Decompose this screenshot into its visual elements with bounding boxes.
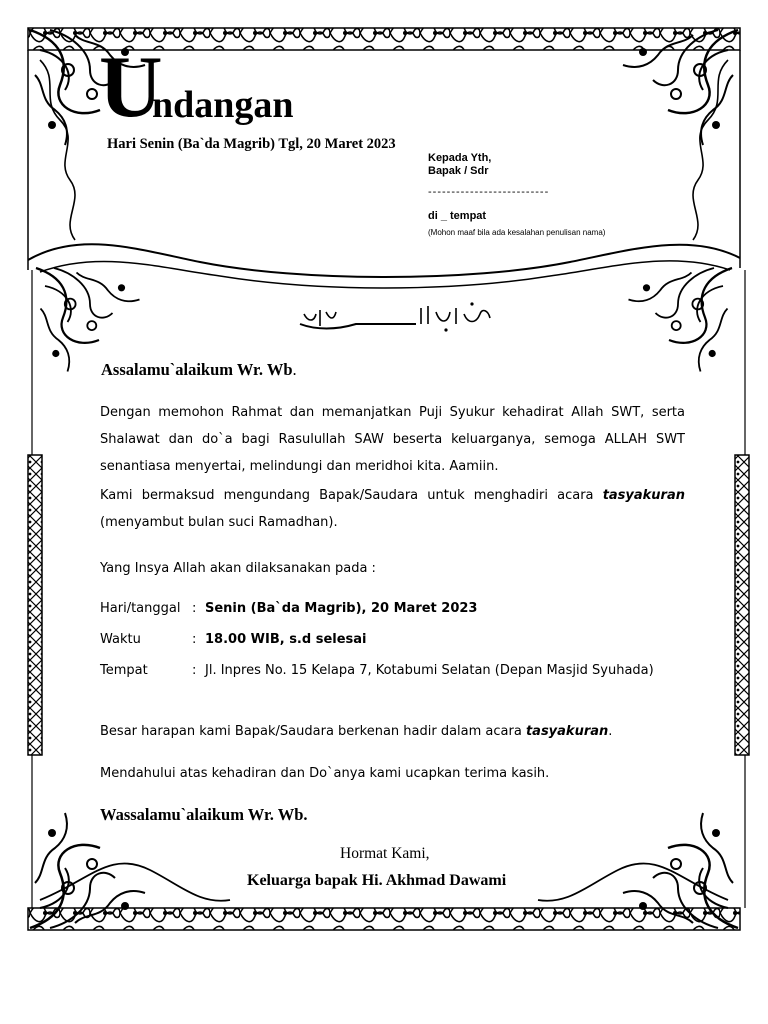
detail-colon: : (192, 632, 197, 647)
closing-family-name: Keluarga bapak Hi. Akhmad Dawami (247, 872, 507, 889)
address-line-kepada: Kepada Yth, (428, 152, 492, 164)
paragraph-hope-a: Besar harapan kami Bapak/Saudara berkenan hadir dalam acara (100, 724, 526, 739)
salam-opening-text: Assalamu`alaikum Wr. Wb (101, 360, 293, 379)
title-text: ndangan (152, 84, 294, 126)
address-line-bapak: Bapak / Sdr (428, 165, 489, 177)
salam-opening (101, 360, 297, 380)
paragraph-invitation-a: Kami bermaksud mengundang Bapak/Saudara untuk menghadiri acara (100, 488, 603, 503)
address-name-blank: -------------------------- (428, 186, 550, 198)
address-line-tempat: di _ tempat (428, 210, 487, 222)
detail-value: Senin (Ba`da Magrib), 20 Maret 2023 (205, 601, 478, 616)
paragraph-schedule-intro: Yang Insya Allah akan dilaksanakan pada : (100, 561, 376, 576)
detail-label: Waktu (100, 632, 141, 647)
paragraph-invitation (100, 482, 685, 536)
detail-label: Tempat (100, 663, 148, 678)
detail-colon: : (192, 663, 197, 678)
address-apology-note: (Mohon maaf bila ada kesalahan penulisan nama) (428, 228, 606, 237)
paragraph-intro: Dengan memohon Rahmat dan memanjatkan Puji Syukur kehadirat Allah SWT, serta Shalawat dan do`a bagi Rasulullah SAW beserta keluarganya, semoga ALLAH SWT senantiasa menyertai, melindungi dan meridhoi kita. Aamiin. (100, 405, 685, 474)
paragraph-invitation-b: (menyambut bulan suci Ramadhan). (100, 515, 338, 530)
salam-opening-dot: . (292, 360, 297, 379)
paragraph-hope-emphasis: tasyakuran (525, 724, 609, 739)
salam-closing: Wassalamu`alaikum Wr. Wb. (100, 805, 308, 824)
detail-colon: : (192, 601, 197, 616)
paragraph-invitation-emphasis: tasyakuran (602, 488, 685, 503)
closing-hormat: Hormat Kami, (340, 845, 430, 862)
paragraph-hope (100, 718, 685, 745)
detail-label: Hari/tanggal (100, 601, 181, 616)
detail-value: Jl. Inpres No. 15 Kelapa 7, Kotabumi Selatan (Depan Masjid Syuhada) (205, 663, 654, 678)
bismillah-calligraphy-icon (296, 300, 496, 336)
title-initial: U (99, 39, 163, 136)
detail-value: 18.00 WIB, s.d selesai (205, 632, 367, 647)
header-date-line: Hari Senin (Ba`da Magrib) Tgl, 20 Maret 2023 (107, 136, 396, 152)
paragraph-thanks: Mendahului atas kehadiran dan Do`anya kami ucapkan terima kasih. (100, 766, 550, 781)
paragraph-hope-b: . (608, 724, 613, 739)
